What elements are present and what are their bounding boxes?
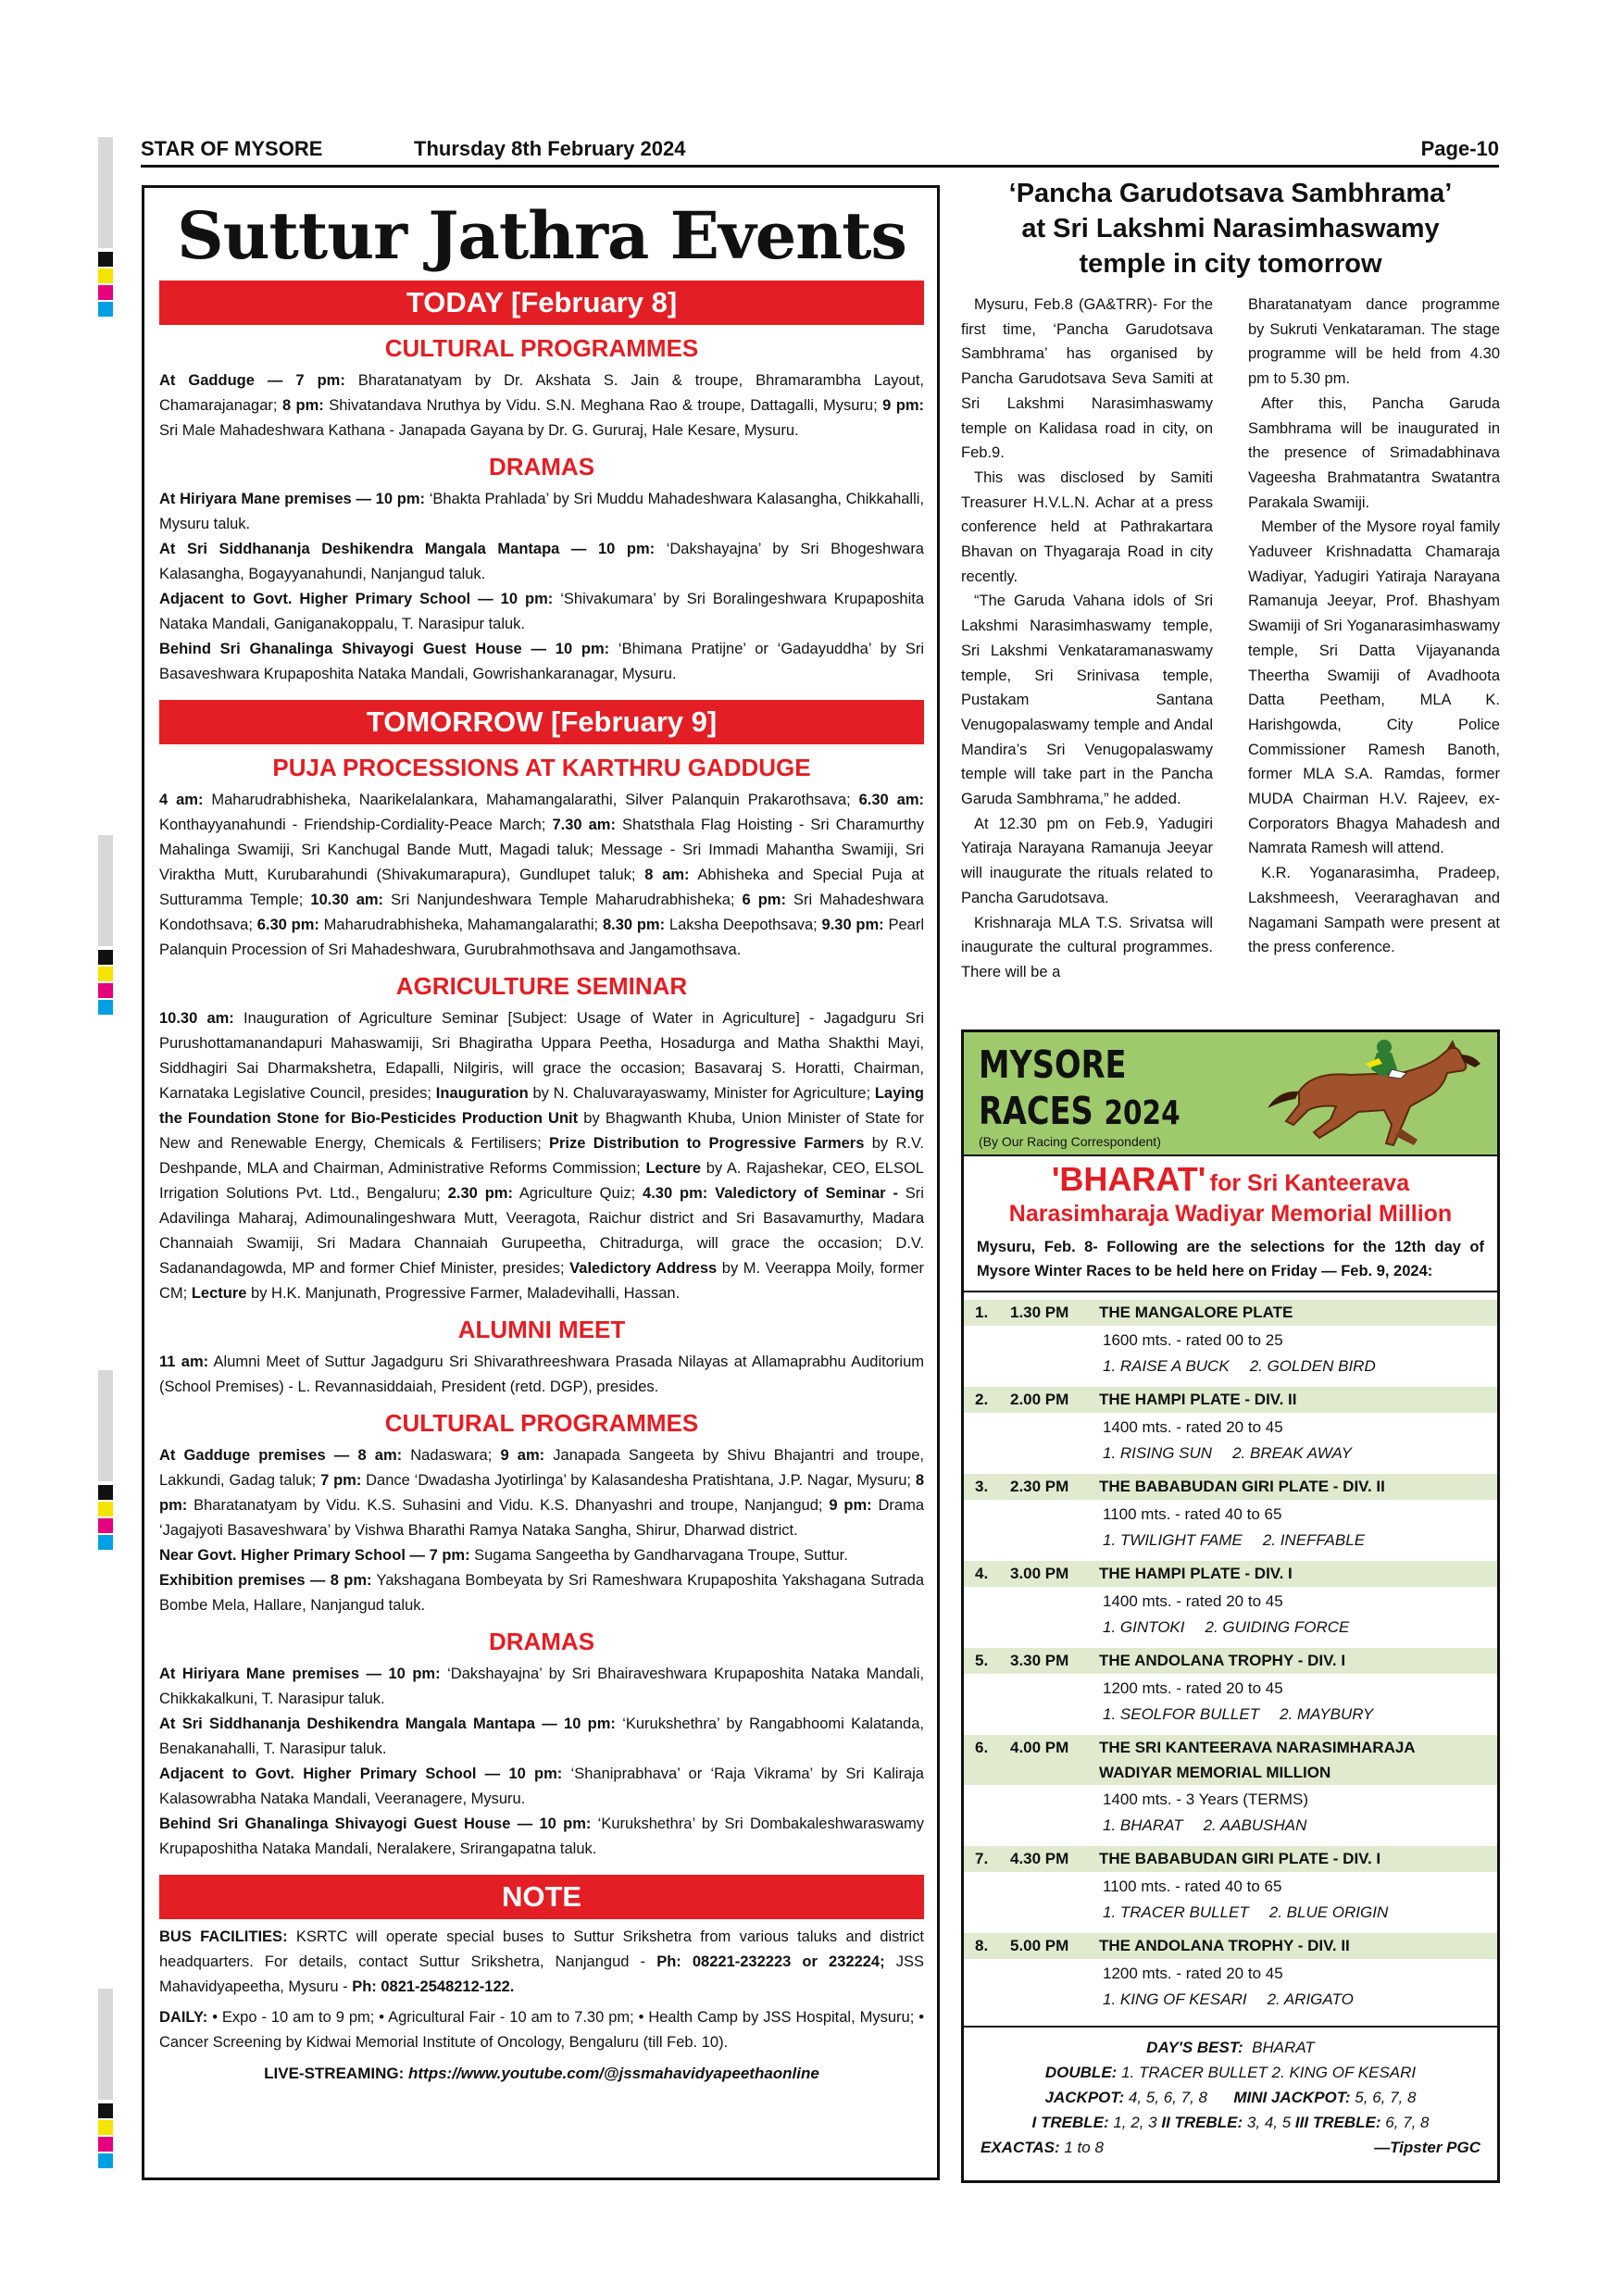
race-picks [964, 1702, 1497, 1728]
race-pick-1: 1. RAISE A BUCK [1103, 1357, 1230, 1375]
drama-detail: ‘Bhakta Prahlada’ by Sri Muddu Mahadeshwara Kalasangha, Chikkahalli, Mysuru taluk. [159, 491, 925, 532]
run-text: Sri Mahadeshwara Kondothsava; [159, 892, 924, 933]
run-text: by R.V. Deshpande, MLA and Chairman, Administrative Reforms Commission; [159, 1135, 925, 1177]
drama-venue: At Sri Siddhananja Deshikendra Mangala Mantapa — 10 pm: [159, 1716, 616, 1732]
article-title [961, 176, 1500, 281]
run-text: Konthayyanahundi - Friendship-Cordiality-Peace March; [159, 817, 553, 833]
headline-for: for Sri Kanteerava [1209, 1170, 1410, 1196]
mini-jackpot-value: 5, 6, 7, 8 [1355, 2089, 1417, 2106]
treble-2-value: 3, 4, 5 [1246, 2114, 1292, 2131]
run-text: by H.K. Manjunath, Progressive Farmer, Maladevihalli, Hassan. [246, 1285, 681, 1302]
race-number: 6. [975, 1739, 989, 1756]
event-paragraph [159, 1543, 924, 1568]
race-entry [964, 1648, 1497, 1728]
race-name: THE SRI KANTEERAVA NARASIMHARAJA WADIYAR MEMORIAL MILLION [1099, 1739, 1415, 1781]
garudotsava-article [961, 176, 1500, 985]
race-time: 1.30 PM [1010, 1304, 1069, 1321]
registration-swatch [98, 252, 113, 267]
exactas-label: EXACTAS: [981, 2139, 1060, 2156]
registration-strip-bottom [98, 1989, 113, 2100]
race-detail: 1400 mts. - rated 20 to 45 [1103, 1418, 1283, 1436]
race-time: 3.00 PM [1010, 1565, 1069, 1582]
drama-detail: ‘Shaniprabhava’ or ‘Raja Vikrama’ by Sri Kaliraja Kalasowrabha Nataka Mandali, Veeranagere, Mysuru. [159, 1766, 924, 1807]
race-number: 1. [975, 1304, 989, 1321]
drama-venue: At Hiriyara Mane premises — 10 pm: [159, 491, 426, 507]
races-header [964, 1032, 1497, 1156]
run-text: Maharudrabhisheka, Naarikelalankara, Mahamangalarathi, Silver Palanquin Prakarothsava; [203, 792, 859, 808]
run-text: Inauguration of Agriculture Seminar [Subject: Usage of Water in Agriculture] - Jagadguru Sri Purushottamanandapuri Mahaswamiji, Sri Bhagiratha Uppara Peetha, Hosadurga and Matha Shakthi Mayi, Siddhagiri Sai Dharmakshetra, Edapalli, Nilgiris, will grace the occasion; Basavaraj S. Horatti, Chairman, Karnataka Legislative Council, presides; [159, 1010, 924, 1102]
run-bold: 8 am: [644, 867, 690, 883]
race-picks [964, 1354, 1497, 1379]
drama-item [159, 1762, 924, 1812]
run-text: by M. Veerappa Moily, former CM; [159, 1260, 924, 1302]
race-picks [964, 1615, 1497, 1641]
drama-item [159, 487, 924, 537]
run-bold: 4 am: [159, 792, 204, 808]
race-detail: 1400 mts. - 3 Years (TERMS) [1103, 1791, 1309, 1808]
drama-item [159, 637, 924, 687]
treble-2-label: II TREBLE: [1161, 2114, 1243, 2131]
tipster-credit: —Tipster PGC [1374, 2139, 1480, 2156]
race-number: 4. [975, 1565, 989, 1582]
run-bold: 9 am: [500, 1447, 545, 1464]
drama-venue: Adjacent to Govt. Higher Primary School — 10 pm: [159, 1766, 563, 1782]
jackpot-value: 4, 5, 6, 7, 8 [1128, 2089, 1207, 2106]
drama-list [159, 487, 924, 687]
run-text: Shatsthala Flag Hoisting - Sri Charamurthy Mahalinga Swamiji, Sri Kanchugal Bande Mutt, Magadi taluk; Message - Sri Immadi Mahantha Swamiji, Sri Viraktha Mutt, Kurubarahundi (Shivakumarapura), Gundlupet taluk; [159, 817, 924, 883]
race-pick-2: 2. MAYBURY [1280, 1705, 1374, 1723]
registration-swatch [98, 2120, 113, 2135]
race-detail: 1100 mts. - rated 40 to 65 [1103, 1505, 1282, 1523]
race-entry [964, 1474, 1497, 1554]
race-time: 5.00 PM [1010, 1937, 1069, 1954]
race-name: THE ANDOLANA TROPHY - DIV. II [1099, 1937, 1350, 1954]
drama-item [159, 537, 924, 587]
section-heading: DRAMAS [488, 453, 595, 480]
drama-item [159, 587, 924, 637]
run-bold: 9.30 pm: [821, 917, 884, 933]
masthead [141, 135, 1499, 163]
run-bold: BUS FACILITIES: [159, 1928, 288, 1945]
run-text: Alumni Meet of Suttur Jagadguru Sri Shivarathreeshwara Prasada Nilayas at Allamaprabhu Auditorium (School Premises) - L. Revannasiddaiah, President (retd. DGP), presides. [159, 1354, 924, 1395]
event-paragraph [159, 788, 924, 963]
race-header [964, 1933, 1497, 1959]
bus-facilities [159, 1925, 924, 2000]
run-bold: 8 pm: [159, 1472, 924, 1514]
run-bold: Laying the Foundation Stone for Bio-Pesticides Production Unit [159, 1085, 924, 1127]
livestream-label: LIVE-STREAMING: [264, 2065, 405, 2082]
race-entry [964, 1387, 1497, 1466]
race-pick-2: 2. ARIGATO [1267, 1990, 1354, 2008]
treble-1-value: 1, 2, 3 [1113, 2114, 1157, 2131]
run-bold: Prize Distribution to Progressive Farmers [549, 1135, 865, 1152]
race-header [964, 1300, 1497, 1326]
race-name: THE BABABUDAN GIRI PLATE - DIV. I [1099, 1850, 1381, 1867]
race-picks [964, 1900, 1497, 1926]
registration-swatch [98, 983, 113, 998]
article-column-1 [961, 293, 1213, 985]
jackpot-label: JACKPOT: [1044, 2089, 1125, 2106]
race-header [964, 1387, 1497, 1413]
run-text: Bharatanatyam by Vidu. K.S. Suhasini and Vidu. K.S. Dhanyashri and troupe, Nanjangud; [187, 1497, 830, 1514]
run-bold: At Gadduge — 7 pm: [159, 372, 345, 389]
treble-1-label: I TREBLE: [1031, 2114, 1109, 2131]
page-number: Page-10 [1420, 137, 1499, 160]
drama-venue: Adjacent to Govt. Higher Primary School — 10 pm: [159, 591, 554, 607]
races-headline [964, 1160, 1497, 1228]
registration-swatch [98, 268, 113, 283]
drama-detail: ‘Kurukshethra’ by Sri Dombakaleshwaraswamy Krupaposhitha Nataka Mandali, Neralakere, Srirangapatna taluk. [159, 1816, 924, 1857]
run-bold: Lecture [645, 1160, 702, 1177]
drama-item [159, 1662, 924, 1712]
run-text: Yakshagana Bombeyata by Sri Rameshwara Krupaposhita Yakshagana Sutrada Bombe Mela, Hallare, Nanjangud taluk. [159, 1572, 924, 1614]
registration-strip-mid2 [98, 1370, 113, 1481]
tomorrow-banner: TOMORROW [February 9] [159, 700, 924, 744]
registration-swatch [98, 2137, 113, 2152]
section-heading: CULTURAL PROGRAMMES [384, 334, 699, 362]
drama-venue: At Sri Siddhananja Deshikendra Mangala Mantapa — 10 pm: [159, 541, 656, 557]
run-bold: 7.30 am: [552, 817, 616, 833]
days-best-value: BHARAT [1252, 2039, 1315, 2056]
treble-3-value: 6, 7, 8 [1385, 2114, 1430, 2131]
run-bold: 8.30 pm: [602, 917, 666, 933]
race-pick-1: 1. TWILIGHT FAME [1103, 1531, 1243, 1549]
run-bold: 4.30 pm: Valedictory of Seminar - [643, 1185, 898, 1202]
run-text: by A. Rajashekar, CEO, ELSOL Irrigation Solutions Pvt. Ltd., Bengaluru; [159, 1160, 924, 1202]
run-text: Agriculture Quiz; [512, 1185, 643, 1202]
drama-venue: At Hiriyara Mane premises — 10 pm: [159, 1666, 441, 1682]
registration-swatch [98, 1535, 113, 1550]
run-text: by N. Chaluvarayaswamy, Minister for Agriculture; [528, 1085, 875, 1102]
race-name: THE HAMPI PLATE - DIV. I [1099, 1565, 1293, 1582]
registration-swatch [98, 1518, 113, 1533]
races-title-line: RACES [979, 1089, 1093, 1133]
days-best-label: DAY'S BEST: [1146, 2039, 1243, 2056]
race-time: 4.30 PM [1010, 1850, 1069, 1867]
run-text: Laksha Deepothsava; [665, 917, 822, 933]
double-label: DOUBLE: [1044, 2064, 1118, 2081]
registration-swatch [98, 2103, 113, 2118]
drama-venue: Behind Sri Ghanalinga Shivayogi Guest House — 10 pm: [159, 1816, 592, 1832]
run-text: Nadaswara; [402, 1447, 501, 1464]
race-header [964, 1846, 1497, 1872]
race-header [964, 1648, 1497, 1674]
race-header [964, 1735, 1497, 1785]
event-paragraph [159, 1568, 924, 1618]
run-bold: Near Govt. Higher Primary School — 7 pm: [159, 1547, 470, 1564]
issue-date: Thursday 8th February 2024 [414, 137, 686, 160]
race-number: 8. [975, 1937, 989, 1954]
race-entry [964, 1846, 1497, 1926]
race-pick-1: 1. BHARAT [1103, 1816, 1183, 1834]
run-bold: Valedictory Address [569, 1260, 718, 1277]
article-paragraph: After this, Pancha Garuda Sambhrama will be inaugurated in the presence of Srimadabhinava Vageesha Brahmatantra Swatantra Parakala Swamiji. [1248, 394, 1500, 511]
drama-detail: ‘Shivakumara’ by Sri Boralingeshwara Krupaposhita Nataka Mandali, Ganiganakoppalu, T. Narasipur taluk. [159, 591, 924, 632]
run-text: Bharatanatyam by Dr. Akshata S. Jain & troupe, Bhramarambha Layout, Chamarajanagar; [159, 372, 924, 414]
race-pick-2: 2. BLUE ORIGIN [1268, 1903, 1389, 1921]
section-heading: DRAMAS [488, 1628, 595, 1655]
race-pick-1: 1. RISING SUN [1103, 1444, 1213, 1462]
article-title-line: at Sri Lakshmi Narasimhaswamy [1021, 214, 1440, 243]
treble-3-label: III TREBLE: [1294, 2114, 1381, 2131]
section-heading: ALUMNI MEET [457, 1316, 626, 1343]
event-paragraph [159, 1350, 924, 1400]
drama-detail: ‘Dakshayajna’ by Sri Bhogeshwara Kalasangha, Bogayyanahundi, Nanjangud taluk. [159, 541, 924, 582]
run-bold: DAILY: [159, 2009, 208, 2026]
race-pick-2: 2. GUIDING FORCE [1205, 1618, 1350, 1636]
registration-swatch [98, 967, 113, 981]
run-bold: Inauguration [435, 1085, 529, 1102]
run-bold: 6.30 pm: [256, 917, 319, 933]
race-pick-2: 2. AABUSHAN [1203, 1816, 1307, 1834]
paper-name: STAR OF MYSORE [141, 137, 323, 160]
race-detail: 1200 mts. - rated 20 to 45 [1103, 1965, 1283, 1982]
drama-detail: ‘Bhimana Pratijne’ or ‘Gadayuddha’ by Sri Basaveshwara Krupaposhita Nataka Mandali, Gowrishankaranagar, Mysuru. [159, 641, 925, 682]
run-text: Sugama Sangeetha by Gandharvagana Troupe, Suttur. [469, 1547, 848, 1564]
exactas-value: 1 to 8 [1064, 2139, 1104, 2156]
registration-swatch [98, 950, 113, 965]
run-text: Maharudrabhisheka, Mahamangalarathi; [319, 917, 603, 933]
run-text: JSS Mahavidyapeetha, Mysuru - [159, 1953, 924, 1995]
run-bold: 6.30 am: [858, 792, 925, 808]
today-banner: TODAY [February 8] [159, 281, 924, 325]
race-time: 2.30 PM [1010, 1478, 1069, 1495]
races-title [979, 1042, 1181, 1137]
race-header [964, 1561, 1497, 1587]
run-bold: 10.30 am: [159, 1010, 234, 1027]
run-bold: 2.30 pm: [447, 1185, 513, 1202]
headline-horse: 'BHARAT' [1051, 1160, 1206, 1198]
run-text: Janapada Sangeeta by Shivu Bhajantri and troupe, Lakkundi, Gadag taluk; [159, 1447, 925, 1489]
run-text: Sri Male Mahadeshwara Kathana - Janapada Gayana by Dr. G. Gururaj, Hale Kesare, Mysuru. [159, 422, 799, 439]
race-entry [964, 1300, 1497, 1379]
race-name: THE MANGALORE PLATE [1099, 1304, 1293, 1321]
race-number: 5. [975, 1652, 989, 1669]
run-bold: 7 pm: [320, 1472, 362, 1489]
race-pick-1: 1. KING OF KESARI [1103, 1990, 1247, 2008]
run-text: Drama ‘Jagajyoti Basaveshwara’ by Vishwa Bharathi Ramya Nataka Sangha, Shirur, Dharwad district. [159, 1497, 925, 1539]
race-picks [964, 1441, 1497, 1466]
headline-race: Narasimharaja Wadiyar Memorial Million [1008, 1201, 1453, 1227]
run-bold: 8 pm: [281, 397, 324, 414]
article-paragraph: K.R. Yoganarasimha, Pradeep, Lakshmeesh, Veeraraghavan and Nagamani Sampath were present at the press conference. [1248, 865, 1500, 956]
article-paragraph: Krishnaraja MLA T.S. Srivatsa will inaugurate the cultural programmes. There will be a [961, 914, 1213, 980]
event-paragraph [159, 1006, 924, 1306]
daily-facilities [159, 2005, 924, 2055]
run-text: by Bhagwanth Khuba, Union Minister of State for New and Renewable Energy, Chemicals & Fertilisers; [159, 1110, 924, 1152]
races-year: 2024 [1104, 1094, 1181, 1132]
race-picks [964, 1813, 1497, 1839]
section-heading: PUJA PROCESSIONS AT KARTHRU GADDUGE [272, 754, 811, 781]
events-title: Suttur Jathra Events [177, 197, 906, 274]
drama-detail: ‘Kurukshethra’ by Rangabhoomi Kalatanda, Benakanahalli, T. Narasipur taluk. [159, 1716, 924, 1757]
run-text: • Expo - 10 am to 9 pm; • Agricultural Fair - 10 am to 7.30 pm; • Health Camp by JSS Hospital, Mysuru; • Cancer Screening by Kidwai Memorial Institute of Oncology, Bengaluru (till Feb. 10). [159, 2009, 924, 2051]
mysore-races-box [961, 1029, 1500, 2183]
race-name: THE BABABUDAN GIRI PLATE - DIV. II [1099, 1478, 1385, 1495]
run-bold: 9 pm: [882, 397, 924, 414]
run-bold: Ph: 0821-2548212-122. [352, 1978, 515, 1995]
race-detail: 1600 mts. - rated 00 to 25 [1103, 1331, 1283, 1349]
race-name: THE HAMPI PLATE - DIV. II [1099, 1391, 1297, 1408]
article-paragraph: Bharatanatyam dance programme by Sukruti Venkataraman. The stage programme will be held from 4.30 pm to 5.30 pm. [1248, 296, 1500, 388]
livestream-line [159, 2065, 924, 2083]
article-paragraph: Member of the Mysore royal family Yaduveer Krishnadatta Chamaraja Wadiyar, Yadugiri Yatiraja Narayana Ramanuja Jeeyar, Prof. Bhashyam Swamiji of Sri Yoganarasimhaswamy temple, Sri Datta Vijayananda Theertha Swamiji of Avadhoota Datta Peetham, MLA K. Harishgowda, City Police Commissioner Ramesh Banoth, former MLA S.A. Ramdas, former MUDA Chairman H.V. Rajeev, ex-Corporators Bhagya Mahadesh and Namrata Ramesh will attend. [1248, 518, 1500, 857]
run-bold: At Gadduge premises — 8 am: [159, 1447, 403, 1464]
race-list [964, 1300, 1497, 2013]
race-header [964, 1474, 1497, 1500]
race-pick-2: 2. INEFFABLE [1262, 1531, 1366, 1549]
race-detail: 1200 mts. - rated 20 to 45 [1103, 1679, 1283, 1697]
run-bold: Ph: 08221-232223 or 232224; [656, 1953, 885, 1970]
race-pick-1: 1. GINTOKI [1103, 1618, 1185, 1636]
run-text: Dance ‘Dwadasha Jyotirlinga’ by Kalasandesha Pratishtana, J.P. Nagar, Mysuru; [361, 1472, 916, 1489]
races-title-line: MYSORE [979, 1042, 1127, 1087]
race-time: 3.30 PM [1010, 1652, 1069, 1669]
registration-strip-top [98, 137, 113, 248]
section-heading: CULTURAL PROGRAMMES [384, 1409, 699, 1437]
race-detail: 1100 mts. - rated 40 to 65 [1103, 1878, 1282, 1895]
run-bold: 9 pm: [829, 1497, 872, 1514]
race-time: 4.00 PM [1010, 1739, 1069, 1756]
race-pick-1: 1. TRACER BULLET [1103, 1903, 1249, 1921]
race-name: THE ANDOLANA TROPHY - DIV. I [1099, 1652, 1346, 1669]
section-heading: AGRICULTURE SEMINAR [395, 972, 688, 1000]
races-intro: Mysuru, Feb. 8- Following are the selections for the 12th day of Mysore Winter Races to be held here on Friday — Feb. 9, 2024: [964, 1228, 1497, 1292]
days-best [964, 2026, 1497, 2160]
drama-item [159, 1812, 924, 1862]
race-number: 2. [975, 1391, 989, 1408]
run-text: Sri Nanjundeshwara Temple Maharudrabhisheka; [383, 892, 743, 908]
race-pick-2: 2. BREAK AWAY [1232, 1444, 1352, 1462]
registration-swatch [98, 1502, 113, 1516]
race-entry [964, 1735, 1497, 1839]
run-text: Pearl Palanquin Procession of Sri Mahadeshwara, Gurubrahmothsava and Jangamothsava. [159, 917, 924, 958]
article-paragraph: “The Garuda Vahana idols of Sri Lakshmi Narasimhaswamy temple, Sri Lakshmi Venkataramanaswamy temple, Sri Srinivasa temple, Pustakam Santana Venugopalaswamy temple and Andal Mandira’s Sri Venugopalaswamy temple will take part in the Pancha Garuda Sambhrama,” he added. [961, 593, 1213, 808]
article-title-line: ‘Pancha Garudotsava Sambhrama’ [1008, 179, 1453, 208]
registration-swatch [98, 1485, 113, 1500]
drama-detail: ‘Dakshayajna’ by Sri Bhairaveshwara Krupaposhita Nataka Mandali, Chikkakalkuni, T. Narasipur taluk. [159, 1666, 924, 1707]
drama-item [159, 1712, 924, 1762]
racing-correspondent: (By Our Racing Correspondent) [979, 1134, 1161, 1149]
article-paragraph: This was disclosed by Samiti Treasurer H.V.L.N. Achar at a press conference held at Pathrakartara Bhavan on Thyagaraja Road in city recently. [961, 468, 1213, 585]
article-paragraph: At 12.30 pm on Feb.9, Yadugiri Yatiraja Narayana Ramanuja Jeeyar will inaugurate the rituals related to Pancha Garudotsava. [961, 815, 1213, 906]
run-text: Abhisheka and Special Puja at Sutturamma Temple; [159, 867, 924, 908]
article-column-2 [1248, 293, 1500, 985]
race-number: 3. [975, 1478, 989, 1495]
run-bold: Exhibition premises — 8 pm: [159, 1572, 372, 1589]
article-title-line: temple in city tomorrow [1079, 249, 1382, 279]
article-paragraph: Mysuru, Feb.8 (GA&TRR)- For the first time, ‘Pancha Garudotsava Sambhrama’ has organised by Pancha Garudotsava Seva Samiti at Sri Lakshmi Narasimhaswamy temple on Kalidasa road in city, on Feb.9. [961, 296, 1213, 462]
race-pick-2: 2. GOLDEN BIRD [1249, 1357, 1376, 1375]
race-picks [964, 1528, 1497, 1554]
race-pick-1: 1. SEOLFOR BULLET [1103, 1705, 1260, 1723]
double-value: 1. TRACER BULLET 2. KING OF KESARI [1121, 2064, 1417, 2081]
run-text: Shivatandava Nruthya by Vidu. S.N. Meghana Rao & troupe, Dattagalli, Mysuru; [323, 397, 883, 414]
run-bold: 10.30 am: [310, 892, 384, 908]
run-text: Sri Adavilinga Maharaj, Adimounalingeshwara Mutt, Veeragota, Raichur district and Sri Basavamurthy, Madara Channaiah Swamiji, Sri Madara Channaiah Gurupeetha, Chitradurga, will grace the occasion; D.V. Sadanandagowda, MP and former Chief Minister, presides; [159, 1185, 924, 1277]
note-banner: NOTE [159, 1875, 924, 1919]
run-bold: Lecture [191, 1285, 247, 1302]
race-picks [964, 1987, 1497, 2013]
run-bold: 11 am: [159, 1354, 209, 1370]
drama-list [159, 1662, 924, 1862]
run-bold: 6 pm: [742, 892, 786, 908]
run-text: KSRTC will operate special buses to Suttur Srikshetra from various taluks and district headquarters. For details, contact Suttur Srikshetra, Nanjangud - [159, 1928, 924, 1970]
masthead-rule [141, 165, 1499, 168]
article-columns [961, 293, 1500, 985]
race-entry [964, 1933, 1497, 2013]
race-number: 7. [975, 1850, 989, 1867]
event-paragraph [159, 368, 924, 443]
registration-swatch [98, 2153, 113, 2168]
livestream-link[interactable]: https://www.youtube.com/@jssmahavidyapeethaonline [407, 2065, 819, 2082]
race-time: 2.00 PM [1010, 1391, 1069, 1408]
registration-swatch [98, 302, 113, 317]
race-detail: 1400 mts. - rated 20 to 45 [1103, 1592, 1283, 1610]
registration-swatch [98, 1000, 113, 1015]
race-entry [964, 1561, 1497, 1641]
suttur-events-box [142, 185, 940, 2180]
drama-venue: Behind Sri Ghanalinga Shivayogi Guest House — 10 pm: [159, 641, 610, 657]
racehorse-jockey-icon [1262, 1036, 1484, 1153]
mini-jackpot-label: MINI JACKPOT: [1233, 2089, 1351, 2106]
event-paragraph [159, 1443, 924, 1543]
registration-swatch [98, 285, 113, 300]
registration-strip-mid [98, 835, 113, 946]
